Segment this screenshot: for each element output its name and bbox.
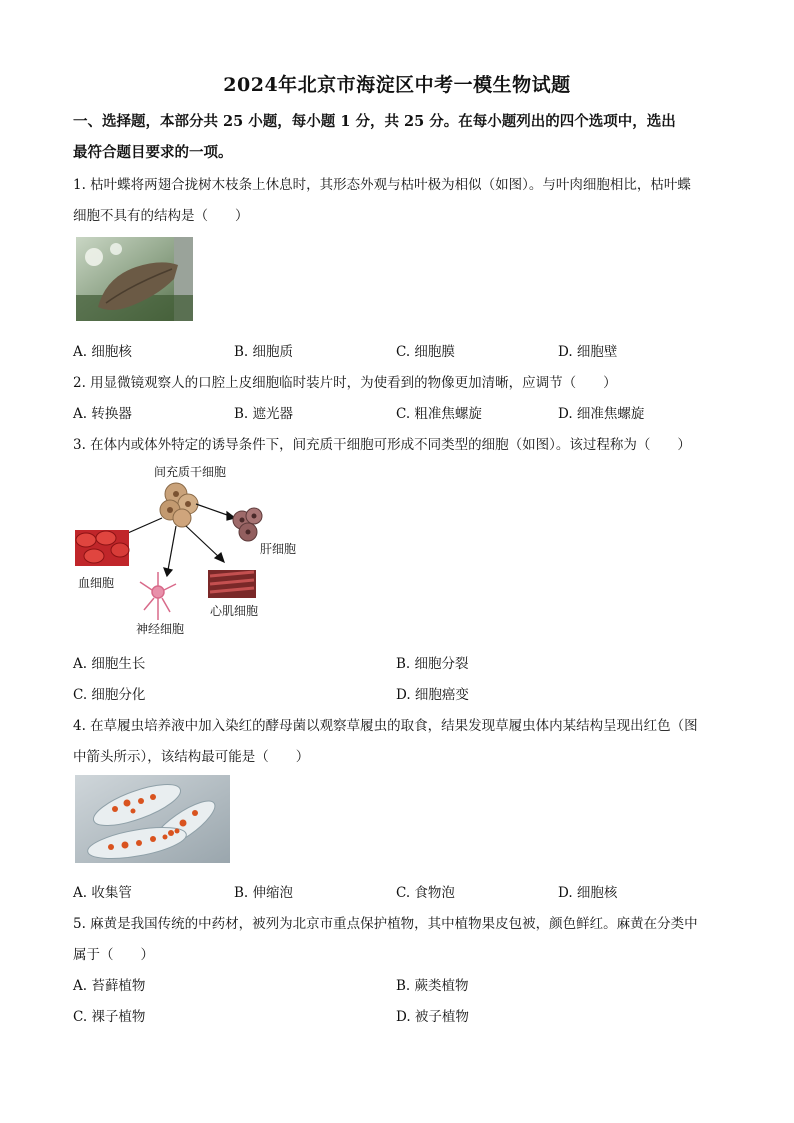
question-1-line1: 1. 枯叶蝶将两翅合拢树木枝条上休息时，其形态外观与枯叶极为相似（如图）。与叶肉细胞相比，枯叶蝶 (73, 177, 691, 193)
question-4-option-d[interactable]: D. 细胞核 (558, 885, 618, 901)
question-1-option-b[interactable]: B. 细胞质 (234, 344, 294, 360)
question-3-option-b[interactable]: B. 细胞分裂 (396, 656, 469, 672)
diagram-label-liver-cell: 肝细胞 (260, 542, 297, 556)
nerve-cell-image (140, 572, 176, 620)
question-2-line1: 2. 用显微镜观察人的口腔上皮细胞临时装片时，为使看到的物像更加清晰，应调节（ ） (73, 375, 617, 391)
diagram-label-stem-cell: 间充质干细胞 (154, 465, 227, 479)
question-5-line1: 5. 麻黄是我国传统的中药材，被列为北京市重点保护植物，其中植物果皮包被，颜色鲜红。麻黄在分类中 (73, 916, 698, 932)
question-3-option-c[interactable]: C. 细胞分化 (73, 687, 146, 703)
paramecium-image (75, 775, 230, 863)
question-4-option-b[interactable]: B. 伸缩泡 (234, 885, 294, 901)
question-2-option-b[interactable]: B. 遮光器 (234, 406, 294, 422)
diagram-label-heart-cell: 心肌细胞 (210, 604, 259, 618)
question-5-option-c[interactable]: C. 裸子植物 (73, 1009, 146, 1025)
section-heading-line1: 一、选择题，本部分共 25 小题，每小题 1 分，共 25 分。在每小题列出的四个选项中，选出 (73, 113, 676, 130)
liver-cell-image (233, 508, 262, 541)
question-4-option-c[interactable]: C. 食物泡 (396, 885, 455, 901)
question-1-option-d[interactable]: D. 细胞壁 (558, 344, 618, 360)
question-5-option-a[interactable]: A. 苔藓植物 (73, 978, 146, 994)
cardiac-muscle-image (208, 570, 256, 598)
diagram-label-nerve-cell: 神经细胞 (136, 622, 185, 636)
dead-leaf-butterfly-image (76, 237, 193, 321)
question-2-option-d[interactable]: D. 细准焦螺旋 (558, 406, 645, 422)
section-heading-line2: 最符合题目要求的一项。 (73, 144, 233, 161)
question-4-line1: 4. 在草履虫培养液中加入染红的酵母菌以观察草履虫的取食，结果发现草履虫体内某结构呈现出红色（图 (73, 718, 698, 734)
question-1-line2: 细胞不具有的结构是（ ） (73, 208, 249, 224)
question-3-line1: 3. 在体内或体外特定的诱导条件下，间充质干细胞可形成不同类型的细胞（如图）。该过程称为（ ） (73, 437, 691, 453)
page-title: 2024年北京市海淀区中考一模生物试题 (223, 74, 571, 96)
question-4-option-a[interactable]: A. 收集管 (73, 885, 132, 901)
question-3-option-a[interactable]: A. 细胞生长 (73, 656, 146, 672)
question-1-option-a[interactable]: A. 细胞核 (73, 344, 132, 360)
question-5-option-d[interactable]: D. 被子植物 (396, 1009, 469, 1025)
question-1-option-c[interactable]: C. 细胞膜 (396, 344, 455, 360)
question-3-option-d[interactable]: D. 细胞癌变 (396, 687, 469, 703)
diagram-label-blood-cell: 血细胞 (78, 576, 115, 590)
question-2-option-a[interactable]: A. 转换器 (73, 406, 132, 422)
stem-cell-cluster (160, 483, 198, 527)
question-5-line2: 属于（ ） (73, 947, 154, 963)
question-5-option-b[interactable]: B. 蕨类植物 (396, 978, 469, 994)
question-2-option-c[interactable]: C. 粗准焦螺旋 (396, 406, 482, 422)
question-4-line2: 中箭头所示），该结构最可能是（ ） (73, 749, 310, 765)
blood-cell-image (75, 530, 129, 566)
